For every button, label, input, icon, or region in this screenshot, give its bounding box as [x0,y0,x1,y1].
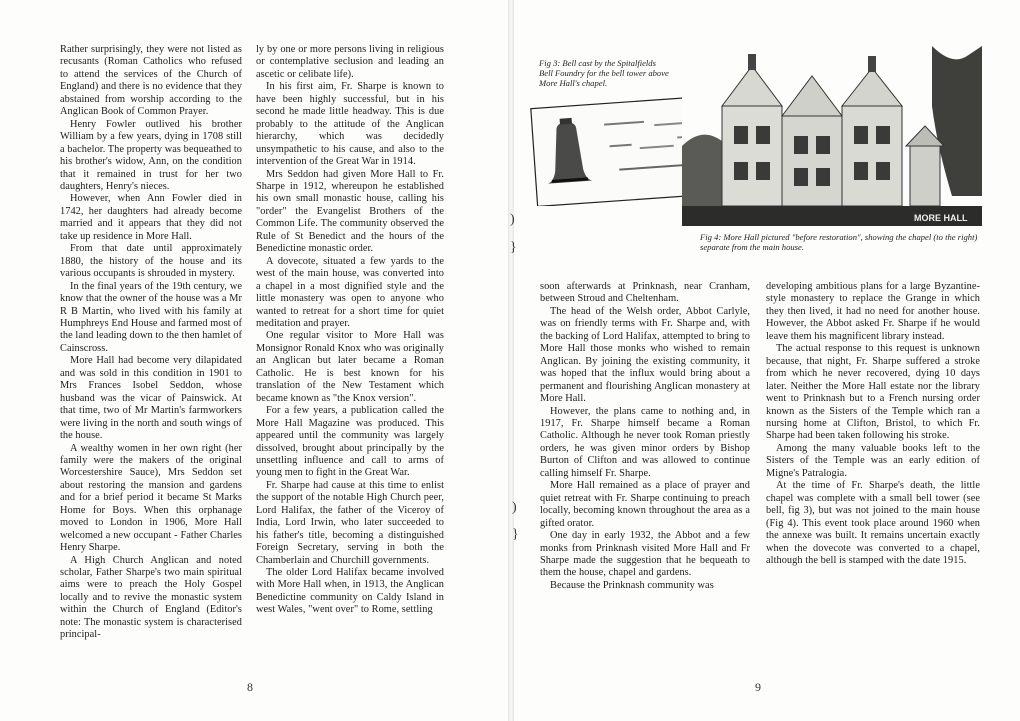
paragraph: ly by one or more persons living in religious or contemplative seclusion and leading an ascetic or celibate life). [256,44,444,80]
paragraph: A High Church Anglican and noted scholar, Father Sharpe's two main spiritual aims were to preach the Holy Gospel locally and to revive the monastic system within the Church of England (Editor's note: The monastic system is characterised principal- [60,554,242,641]
book-gutter [508,0,514,721]
paragraph: At the time of Fr. Sharpe's death, the little chapel was complete with a small bell tower (see bell, fig 3), but was not joined to the main house (Fig 4). This event took place around 1960 when the annexe was built. It remains uncertain exactly when the dovecote was converted to a chapel, although the bell is stamped with the date 1915. [766,480,980,566]
page-number-left: 8 [247,680,253,694]
left-page-column-2 [256,44,444,617]
house-photo-sign: MORE HALL [914,213,968,223]
paragraph: More Hall had become very dilapidated and was sold in this condition in 1901 to Mrs Frances Isobel Seddon, whose husband was the vicar of Painswick. At that time, two of Mr Martin's farmworkers were living in the north and south wings of the house. [60,355,242,442]
paragraph: In his first aim, Fr. Sharpe is known to have been highly successful, but in his second he made little headway. This is due probably to the attitude of the Anglican hierarchy, which was decidedly unsympathetic to his cause, and also to the intervention of the Great War in 1914. [256,81,444,168]
paragraph: However, the plans came to nothing and, in 1917, Fr. Sharpe himself became a Roman Catholic. Although he never took Roman priestly orders, he was given minor orders by Bishop Burton of Clifton and was allowed to continue calling himself Fr. Sharpe. [540,405,750,479]
paragraph: A wealthy women in her own right (her family were the makers of the original Worcestershire Sauce), Mrs Seddon set about restoring the mansion and gardens and for a brief period it became St Marks Home for Boys. When this orphanage moved to London in 1906, More Hall welcomed a new occupant - Father Charles Henry Sharpe. [60,442,242,554]
paragraph: soon afterwards at Prinknash, near Cranham, between Stroud and Cheltenham. [540,281,750,305]
right-page-column-2 [766,281,980,567]
paragraph: However, when Ann Fowler died in 1742, her daughters had already become married and it appears that they did not take up residence in More Hall. [60,193,242,242]
fig4-caption: Fig 4: More Hall pictured "before restoration", showing the chapel (to the right) separate from the main house. [700,232,978,252]
paragraph: In the final years of the 19th century, we know that the owner of the house was a Mr R B Martin, who lived with his family at Humphreys End House and farmed most of the land leading down to the then hamlet of Cainscross. [60,280,242,354]
house-photo [682,46,982,226]
margin-mark: } [512,527,519,542]
paragraph: From that date until approximately 1880, the history of the house and its various occupants is shrouded in mystery. [60,243,242,280]
paragraph: developing ambitious plans for a large Byzantine-style monastery to replace the Grange in which they then lived, it had no need for another house. However, the Abbot asked Fr. Sharpe if he would leave them his magnificent library instead. [766,281,980,342]
paragraph: The head of the Welsh order, Abbot Carlyle, was on friendly terms with Fr. Sharpe and, with the backing of Lord Halifax, attempted to bring to More Hall those monks who wished to remain Anglican. By joining the existing community, it was hoped that the influx would bring about a permanent and flourishing Anglican monastery at More Hall. [540,305,750,405]
paragraph: Because the Prinknash community was [550,579,714,591]
paragraph: Rather surprisingly, they were not listed as recusants (Roman Catholics who refused to attend the services of the Church of England) and there is no evidence that they abstained from worship according to the Anglican Book of Common Prayer. [60,44,242,118]
paragraph: The older Lord Halifax became involved with More Hall when, in 1913, the Anglican Benedictine community on Caldy Island in west Wales, "went over" to Rome, settling [256,567,444,616]
margin-mark: } [510,240,517,255]
paragraph: Mrs Seddon had given More Hall to Fr. Sharpe in 1912, whereupon he established his own small monastic house, calling his "order" the Evangelist Brothers of the Common Life. The community observed the Rule of St Benedict and the hours of the Benedictine monastic order. [256,168,444,255]
paragraph: Henry Fowler outlived his brother William by a few years, dying in 1708 still a bachelor. The property was bequeathed to his brother's widow, Ann, on the condition that it remained in trust for her two daughters, Henry's nieces. [60,118,242,192]
paragraph: One day in early 1932, the Abbot and a few monks from Prinknash visited More Hall and Fr Sharpe made the suggestion that he bequeath to them the house, chapel and gardens. [540,530,750,579]
paragraph: One regular visitor to More Hall was Monsignor Ronald Knox who was originally an Anglican but later became a Roman Catholic. He is best known for his translation of the New Testament which became known as "the Knox version". [256,330,444,404]
paragraph: Among the many valuable books left to the Sisters of the Temple was an early edition of Migne's Patralogia. [766,442,980,479]
margin-mark: ) [510,212,515,227]
left-page-column-1 [60,44,242,642]
paragraph: More Hall remained as a place of prayer and quiet retreat with Fr. Sharpe continuing to preach locally, becoming known throughout the area as a gifted orator. [540,480,750,529]
paragraph: Fr. Sharpe had cause at this time to enlist the support of the notable High Church peer, Lord Halifax, the father of the Viceroy of India, Lord Irwin, who later succeeded to his father's title, becoming a distinguished Foreign Secretary, serving in both the Chamberlain and Churchill governments. [256,479,444,566]
right-page-column-1 [540,281,750,592]
paragraph: For a few years, a publication called the More Hall Magazine was produced. This appeared until the community was largely dissolved, brought about principally by the unsettling influence and call to arms of young men to fight in the Great War. [256,405,444,479]
paragraph: The actual response to this request is unknown because, that night, Fr. Sharpe suffered a stroke from which he never recovered, dying 10 days later. Neither the More Hall estate nor the library went to Prinknash but to a French nursing order known as the Sisters of the Temple which ran a nursing home at Clifton, Bristol, to which Fr. Sharpe had been taken following his stroke. [766,343,980,442]
page-number-right: 9 [755,680,761,694]
fig3-caption: Fig 3: Bell cast by the Spitalfields Bell Foundry for the bell tower above More Hall's chapel. [539,58,669,88]
paragraph: A dovecote, situated a few yards to the west of the main house, was converted into a chapel in a most dignified style and the little monastery was open to anyone who wanted to retreat for a short time for quiet meditation and prayer. [256,255,444,329]
margin-mark: ) [512,500,517,515]
